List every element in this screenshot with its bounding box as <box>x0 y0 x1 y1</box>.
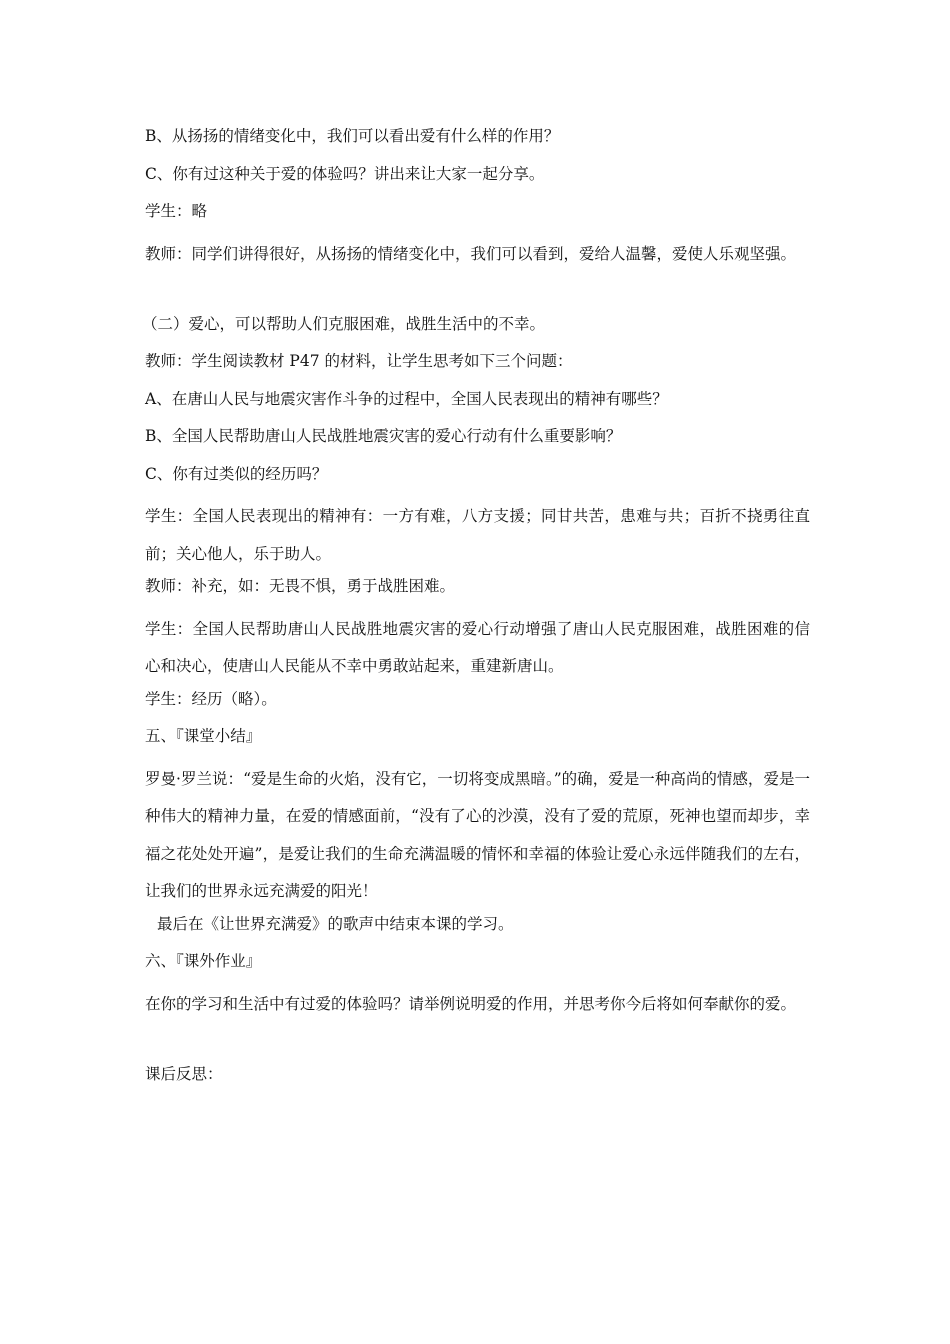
student-answer-brief: 学生：略 <box>145 202 208 220</box>
teacher-supplement: 教师：补充，如：无畏不惧，勇于战胜困难。 <box>145 577 456 595</box>
teacher-reading-instruction: 教师：学生阅读教材 P47 的材料，让学生思考如下三个问题： <box>145 352 573 370</box>
summary-paragraph: 罗曼·罗兰说：“爱是生命的火焰，没有它，一切将变成黑暗。”的确，爱是一种高尚的情感，爱是一种伟大的精神力量，在爱的情感面前，“没有了心的沙漠，没有了爱的荒原，死神也望而却步，幸福之花处处开遍”，是爱让我们的生命充满温暖的情怀和幸福的体验让爱心永远伴随我们的左右，让我们的世界永远充满爱的阳光！ <box>145 769 810 900</box>
student-answer-experience: 学生：经历（略）。 <box>145 689 277 708</box>
document-body <box>142 123 810 1098</box>
student-answer-impact: 学生：全国人民帮助唐山人民战胜地震灾害的爱心行动增强了唐山人民克服困难，战胜困难的信心和决心，使唐山人民能从不幸中勇敢站起来，重建新唐山。 <box>145 619 810 675</box>
teacher-summary-love: 教师：同学们讲得很好，从扬扬的情绪变化中，我们可以看到，爱给人温馨，爱使人乐观坚强。 <box>145 244 797 263</box>
question-b-impact: B、全国人民帮助唐山人民战胜地震灾害的爱心行动有什么重要影响？ <box>145 427 622 445</box>
section-two-heading: （二）爱心，可以帮助人们克服困难，战胜生活中的不幸。 <box>142 314 546 333</box>
question-c-similar: C、你有过类似的经历吗？ <box>145 464 328 483</box>
reflection-label: 课后反思： <box>145 1064 223 1083</box>
student-answer-spirit: 学生：全国人民表现出的精神有：一方有难，八方支援；同甘共苦，患难与共；百折不挠勇往直前；关心他人，乐于助人。 <box>145 507 810 563</box>
homework-paragraph: 在你的学习和生活中有过爱的体验吗？请举例说明爱的作用，并思考你今后将如何奉献你的爱。 <box>145 994 797 1013</box>
question-c-experience: C、你有过这种关于爱的体验吗？讲出来让大家一起分享。 <box>145 164 545 183</box>
section-six-heading: 六、『课外作业』 <box>145 952 262 970</box>
question-b-emotion: B、从扬扬的情绪变化中，我们可以看出爱有什么样的作用？ <box>145 127 560 145</box>
question-a-spirit: A、在唐山人民与地震灾害作斗争的过程中，全国人民表现出的精神有哪些？ <box>145 389 668 408</box>
section-five-heading: 五、『课堂小结』 <box>145 727 262 745</box>
closing-song-line: 最后在《让世界充满爱》的歌声中结束本课的学习。 <box>157 914 514 933</box>
